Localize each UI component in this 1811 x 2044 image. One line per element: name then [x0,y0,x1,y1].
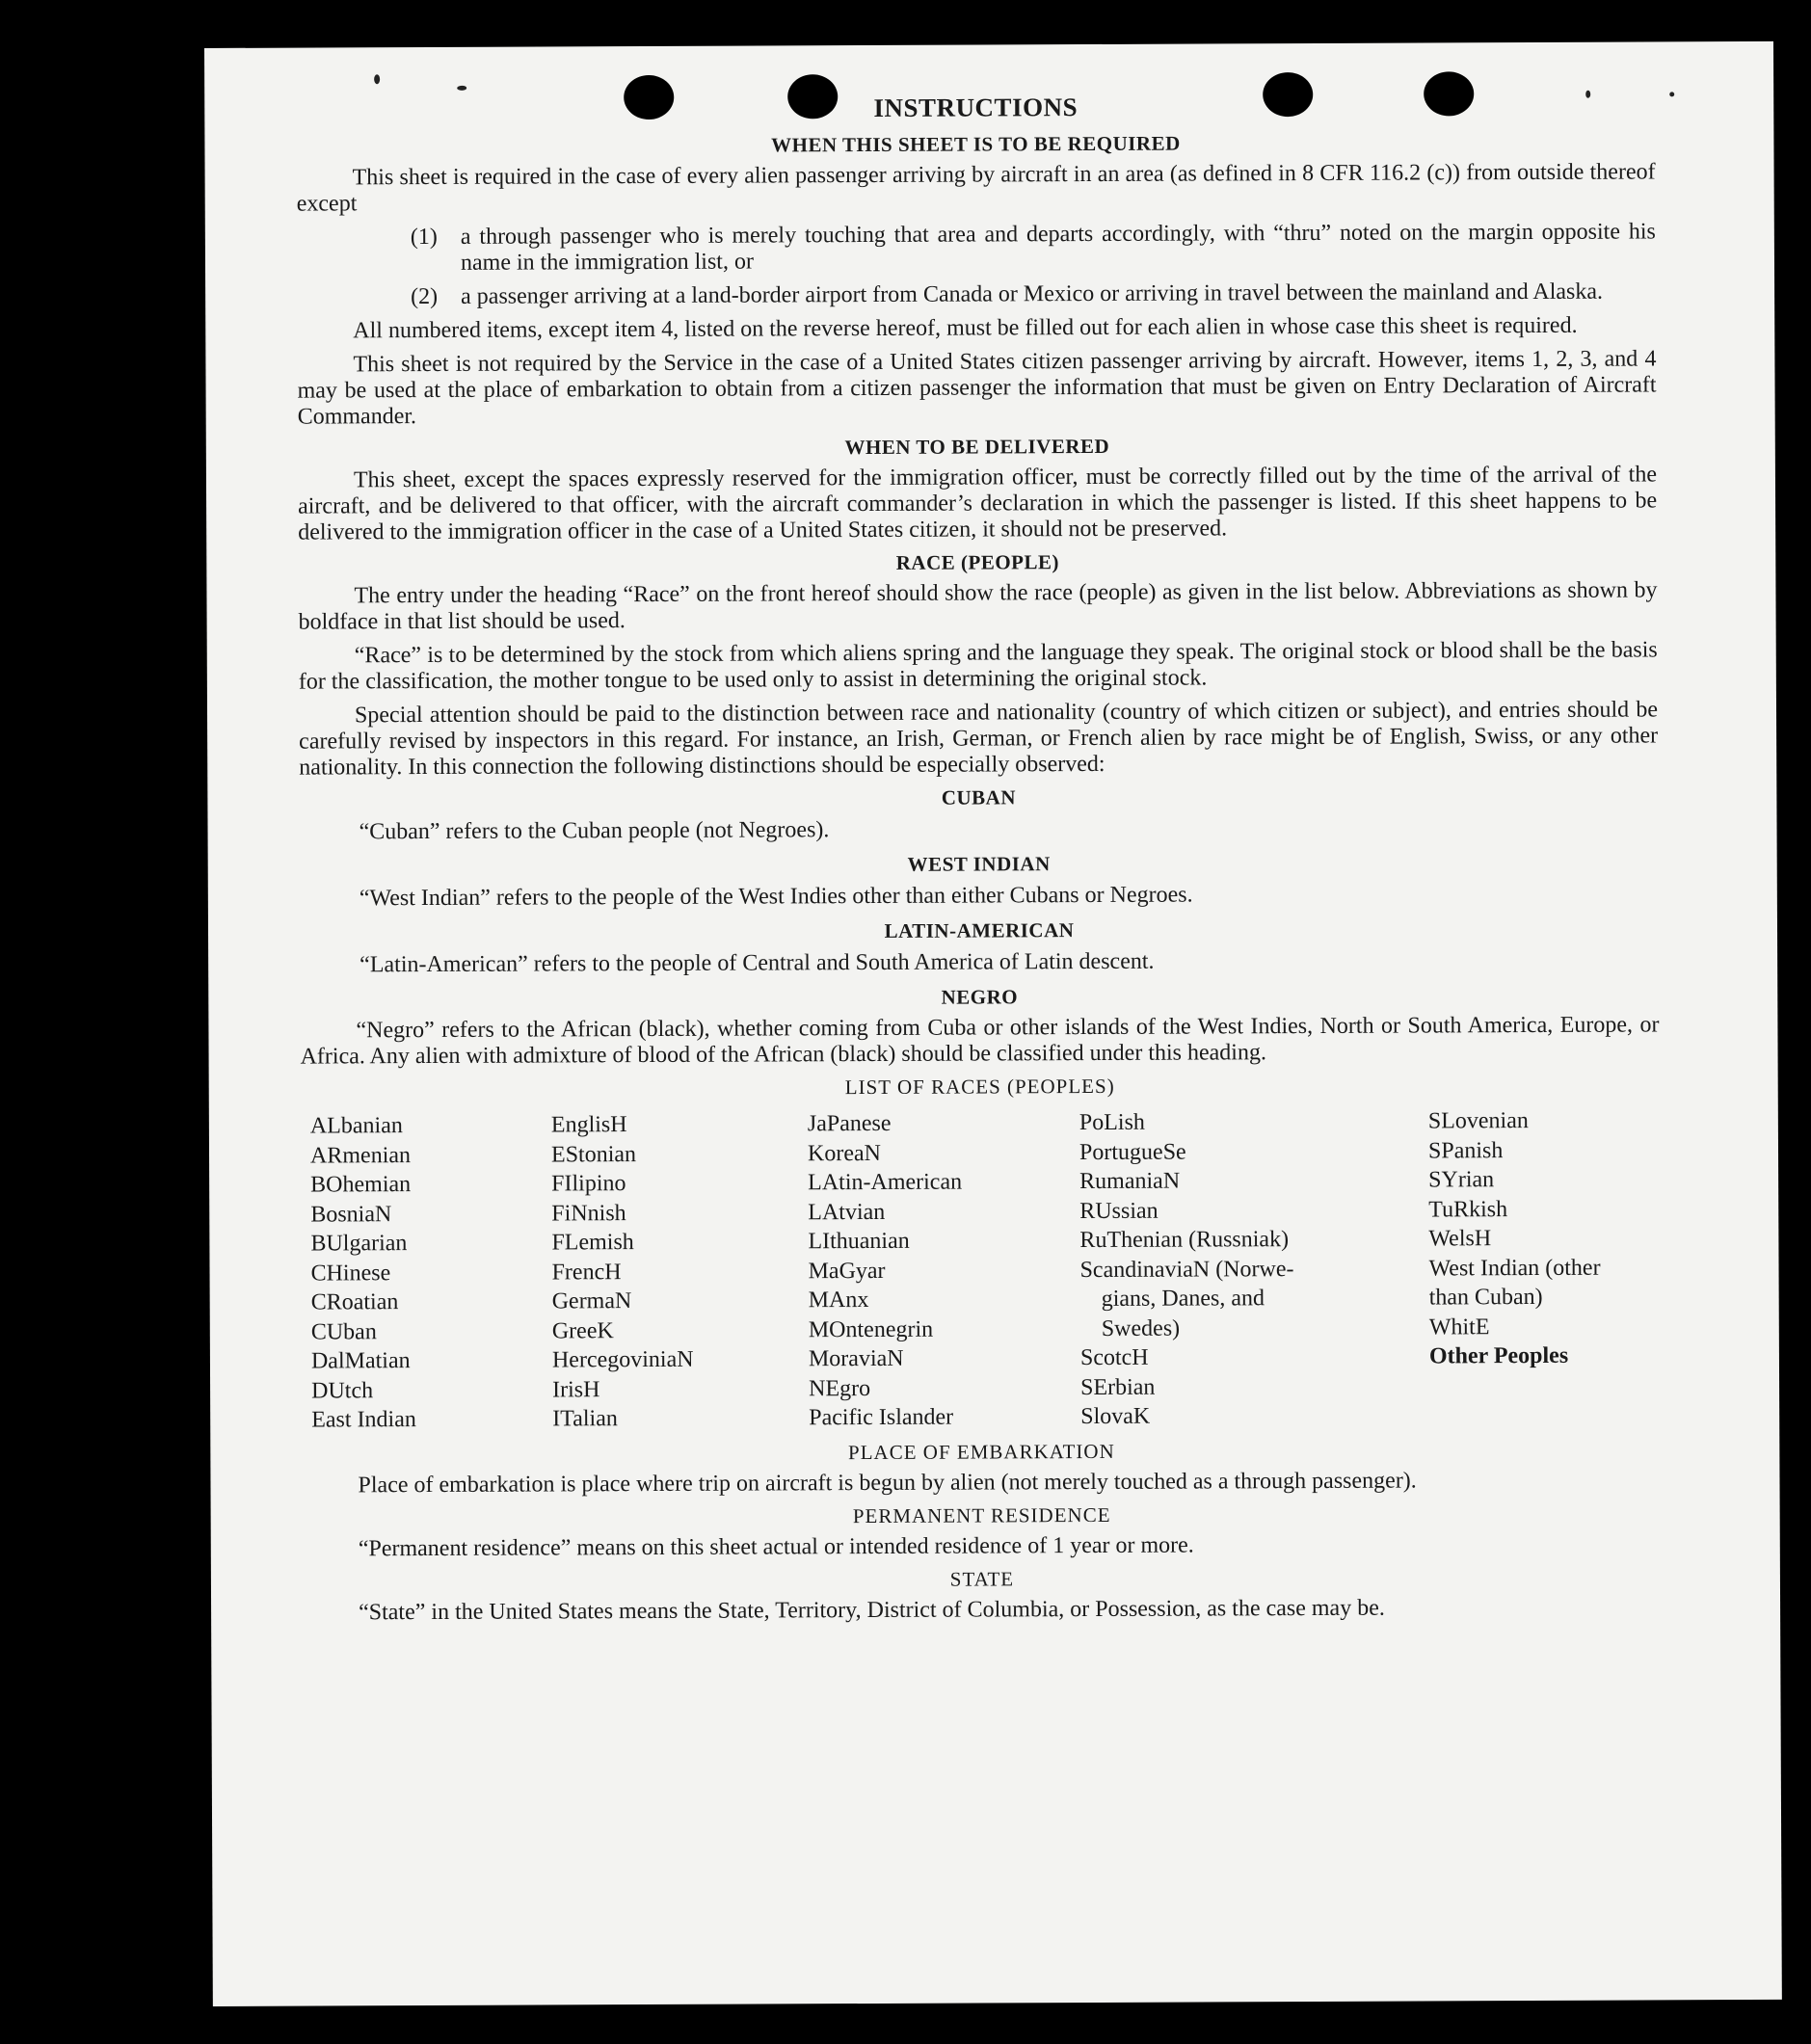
section-heading-required: WHEN THIS SHEET IS TO BE REQUIRED [771,131,1181,157]
race-entry-continued: gians, Danes, and [1101,1286,1265,1312]
race-entry: ITalian [552,1406,618,1432]
race-entry: SErbian [1080,1374,1156,1400]
paragraph: “State” in the United States means the State, Territory, District of Columbia, or Possession, as the case may be. [359,1595,1385,1625]
race-entry: WhitE [1428,1314,1490,1340]
section-heading-list-of-races: LIST OF RACES (PEOPLES) [844,1074,1115,1100]
paragraph: This sheet is not required by the Service in the case of a United States citizen passenger arriving by aircraft. However, items 1, 2, 3, and 4 may be used at the place of embarkation to obtain from a citizen passenger the information that must be given on Entry Declaration of Aircraft Commander. [297,346,1657,430]
ink-speck [374,74,380,84]
list-item [411,219,1656,277]
race-entry: KoreaN [807,1140,882,1166]
race-entry: LAtvian [808,1199,886,1225]
race-entry: CUban [310,1318,377,1345]
section-heading-west-indian: WEST INDIAN [907,852,1051,876]
race-entry: ScotcH [1079,1344,1149,1371]
definition: “West Indian” refers to the people of the West Indies other than either Cubans or Negroes. [359,882,1193,912]
race-entry: FrencH [551,1259,622,1285]
race-entry: MoraviaN [808,1345,904,1372]
races-column [551,1109,809,1434]
ink-speck [457,86,466,91]
section-heading-embarkation: PLACE OF EMBARKATION [847,1439,1115,1464]
paragraph: This sheet is required in the case of every alien passenger arriving by aircraft in an area (as defined in 8 CFR 116.2 (c)) from outside thereof except [296,159,1656,217]
race-entry: DUtch [311,1377,374,1404]
race-entry: FLemish [551,1230,634,1256]
race-entry: BosniaN [310,1201,392,1228]
race-entry: MaGyar [808,1258,886,1284]
race-entry: Other Peoples [1428,1342,1569,1369]
race-entry: FIlipino [551,1171,626,1197]
paragraph: “Negro” refers to the African (black), whether coming from Cuba or other islands of the West Indies, North or South America, Europe, or Africa. Any alien with admixture of blood of the African (black) should be classified under this heading. [300,1012,1660,1070]
race-entry-continued: Swedes) [1101,1315,1181,1341]
ink-speck [1669,92,1674,96]
race-entry: CRoatian [310,1289,399,1315]
document-page [204,41,1782,2006]
section-heading-latin-american: LATIN-AMERICAN [884,918,1075,942]
race-entry: WelsH [1428,1226,1492,1252]
race-entry: GreeK [551,1317,614,1343]
race-entry: PoLish [1079,1109,1145,1136]
race-entry: SLovenian [1427,1108,1529,1134]
race-entry: BUlgarian [310,1231,408,1257]
section-heading-cuban: CUBAN [941,785,1017,810]
race-entry: SYrian [1428,1167,1495,1193]
race-entry: West Indian (other [1428,1255,1601,1281]
race-entry: JaPanese [807,1110,892,1137]
race-entry: IrisH [552,1376,600,1402]
race-entry: SPanish [1427,1137,1504,1163]
paragraph: All numbered items, except item 4, listed on the reverse hereof, must be filled out for each alien in whose case this sheet is required. [353,312,1578,344]
race-entry: LIthuanian [808,1228,910,1255]
race-entry: LAtin-American [808,1169,963,1196]
race-entry: GermaN [551,1288,632,1314]
race-entry: DalMatian [310,1348,411,1374]
races-column [808,1108,1080,1433]
race-entry: MOntenegrin [808,1316,934,1342]
paragraph: This sheet, except the spaces expressly reserved for the immigration officer, must be correctly filled out by the time of the arrival of the aircraft, and be delivered to that officer, with the aircraft commander’s declaration in which the passenger is listed. If this sheet happens to be delivered to the immigration officer in the case of a United States citizen, it should not be preserved. [298,462,1658,545]
race-entry: RUssian [1079,1198,1159,1224]
race-entry: ScandinaviaN (Norwe- [1079,1256,1294,1283]
race-entry-continued: than Cuban) [1428,1284,1543,1311]
race-entry: NEgro [809,1375,871,1401]
instructions-content [296,90,1662,1633]
races-column [1428,1105,1680,1430]
race-entry: East Indian [311,1407,416,1433]
race-entry: Pacific Islander [809,1404,954,1431]
definition: “Cuban” refers to the Cuban people (not Negroes). [359,817,830,845]
list-item [411,279,1656,310]
paragraph: “Race” is to be determined by the stock from which aliens spring and the language they speak. The original stock or blood shall be the basis for the classification, the mother tongue to be used only to assist in determining the original stock. [298,637,1658,695]
race-entry: CHinese [310,1260,391,1287]
paragraph: Place of embarkation is place where trip on aircraft is begun by alien (not merely touched as a through passenger). [358,1468,1417,1498]
race-entry: PortugueSe [1079,1139,1186,1165]
page-title: INSTRUCTIONS [873,93,1079,122]
races-column [310,1110,552,1435]
races-column [1079,1106,1429,1431]
item-number: (1) [410,224,438,251]
race-entry: EnglisH [550,1112,627,1138]
race-entry: RumaniaN [1079,1168,1181,1195]
paragraph: The entry under the heading “Race” on the front hereof should show the race (people) as given in the list below. Abbreviations as shown by boldface in that list should be used. [298,577,1658,635]
paragraph: “Permanent residence” means on this sheet actual or intended residence of 1 year or more. [358,1532,1194,1561]
definition: “Latin-American” refers to the people of Central and South America of Latin descent. [360,948,1155,978]
race-entry: SlovaK [1080,1403,1151,1430]
race-entry: TuRkish [1428,1196,1508,1222]
race-entry: ALbanian [309,1113,403,1139]
race-entry: BOhemian [310,1172,412,1198]
races-list [310,1105,1661,1435]
race-entry: HercegoviniaN [551,1346,694,1373]
item-text: a through passenger who is merely touching that area and departs accordingly, with “thru” noted on the margin opposite his name in the immigration list, or [460,219,1656,276]
race-entry: MAnx [808,1287,869,1314]
race-entry: RuThenian (Russniak) [1079,1227,1290,1254]
race-entry: ARmenian [309,1142,412,1169]
item-text: a passenger arriving at a land-border airport from Canada or Mexico or arriving in travel between the mainland and Alaska. [461,279,1604,309]
section-heading-delivered: WHEN TO BE DELIVERED [844,434,1110,460]
section-heading-state: STATE [949,1566,1015,1591]
item-number: (2) [411,283,439,310]
paragraph: Special attention should be paid to the distinction between race and nationality (country of which citizen or subject), and entries should be carefully revised by inspectors in this regard. For instance, an Irish, German, or French alien by race might be of English, Swiss, or any other nationality. In this connection the following distinctions should be especially observed: [299,697,1659,781]
race-entry: FiNnish [551,1200,626,1226]
section-heading-race: RACE (PEOPLE) [895,550,1060,574]
section-heading-residence: PERMANENT RESIDENCE [852,1502,1111,1527]
section-heading-negro: NEGRO [941,985,1019,1009]
race-entry: EStonian [550,1141,637,1167]
